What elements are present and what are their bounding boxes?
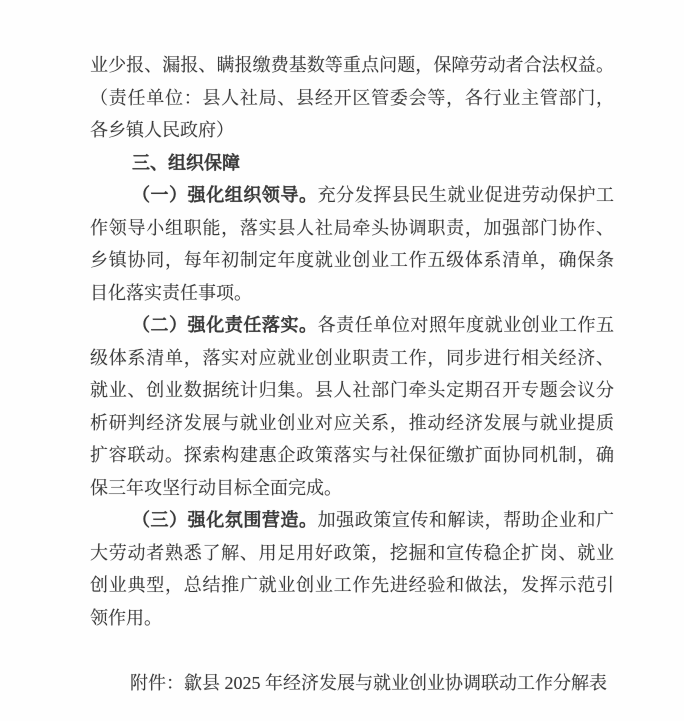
line-text: 领作用。 bbox=[90, 607, 162, 628]
subsection-title: （一）强化组织领导。 bbox=[132, 185, 318, 205]
text-line bbox=[90, 244, 614, 277]
line-text: 作领导小组职能，落实县人社局牵头协调职责，加强部门协作、 bbox=[90, 217, 614, 238]
text-line bbox=[90, 407, 614, 440]
responsible-units-line bbox=[90, 82, 614, 115]
line-text: 创业典型，总结推广就业创业工作先进经验和做法，发挥示范引 bbox=[90, 575, 614, 595]
responsible-units-line-end bbox=[90, 114, 614, 147]
paragraph-last-line bbox=[90, 277, 614, 310]
text-line bbox=[90, 49, 614, 82]
text-line bbox=[90, 439, 614, 472]
paragraph-first-line bbox=[90, 309, 614, 342]
section-heading bbox=[90, 147, 614, 180]
line-text: 大劳动者熟悉了解、用足用好政策，挖掘和宣传稳企扩岗、就业 bbox=[90, 542, 614, 563]
text-line bbox=[90, 342, 614, 375]
paragraph-last-line bbox=[90, 472, 614, 505]
attachment-line bbox=[90, 667, 614, 700]
paragraph-first-line bbox=[90, 504, 614, 537]
line-text: 充分发挥县民生就业促进劳动保护工 bbox=[317, 185, 615, 205]
line-text: 各乡镇人民政府） bbox=[90, 120, 234, 140]
line-text: 扩容联动。探索构建惠企政策落实与社保征缴扩面协同机制，确 bbox=[90, 445, 614, 465]
line-text: 析研判经济发展与就业创业对应关系，推动经济发展与就业提质 bbox=[90, 412, 614, 433]
line-text: 目化落实责任事项。 bbox=[90, 282, 252, 303]
line-text: 业少报、漏报、瞒报缴费基数等重点问题，保障劳动者合法权益。 bbox=[90, 55, 614, 75]
subsection-title: （二）强化责任落实。 bbox=[132, 315, 318, 335]
paragraph-first-line bbox=[90, 179, 614, 212]
text-line bbox=[90, 374, 614, 407]
text-line bbox=[90, 537, 614, 570]
text-line bbox=[90, 212, 614, 245]
line-text: 加强政策宣传和解读，帮助企业和广 bbox=[317, 510, 615, 530]
line-text: 就业、创业数据统计归集。县人社部门牵头定期召开专题会议分 bbox=[90, 380, 614, 400]
subsection-title: （三）强化氛围营造。 bbox=[132, 510, 318, 530]
line-text: 保三年攻坚行动目标全面完成。 bbox=[90, 477, 342, 498]
text-line bbox=[90, 569, 614, 602]
line-text: 各责任单位对照年度就业创业工作五 bbox=[317, 315, 615, 335]
line-text: 级体系清单，落实对应就业创业职责工作，同步进行相关经济、 bbox=[90, 347, 614, 368]
line-text: （责任单位：县人社局、县经开区管委会等，各行业主管部门， bbox=[90, 87, 614, 108]
document-body bbox=[90, 49, 614, 699]
attachment-text: 附件：歙县 2025 年经济发展与就业创业协调联动工作分解表 bbox=[130, 672, 607, 693]
line-text: 乡镇协同，每年初制定年度就业创业工作五级体系清单，确保条 bbox=[90, 250, 614, 270]
paragraph-last-line bbox=[90, 602, 614, 635]
heading-text: 三、组织保障 bbox=[132, 152, 240, 173]
